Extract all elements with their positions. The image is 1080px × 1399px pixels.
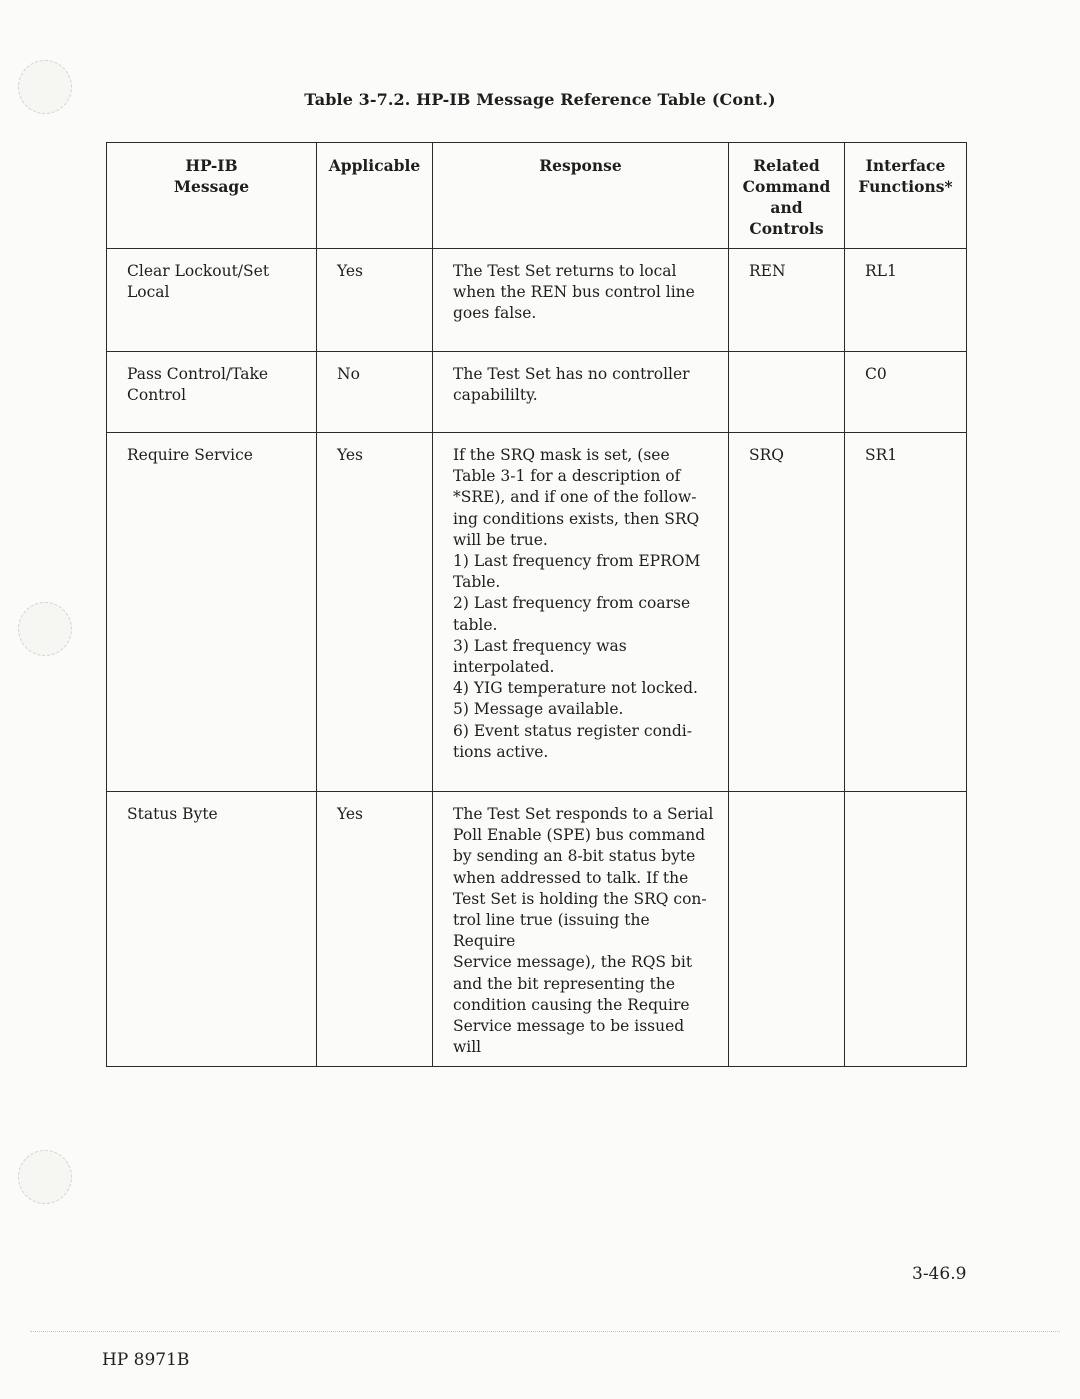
related-cell	[729, 792, 845, 1067]
related-cell	[729, 352, 845, 433]
applicable-cell: Yes	[317, 792, 433, 1067]
header-response: Response	[433, 143, 729, 249]
header-applicable: Applicable	[317, 143, 433, 249]
table-row	[107, 352, 967, 433]
response-cell: If the SRQ mask is set, (see Table 3-1 for a description of *SRE), and if one of the follow- ing conditions exists, then SRQ will be true. 1) Last frequency from EPROM Table. 2) Last frequency from coarse table. 3) Last frequency was interpolated. 4) YIG temperature not locked. 5) Message available. 6) Event status register condi- tions active.	[433, 433, 729, 792]
message-cell: Require Service	[107, 433, 317, 792]
interface-cell: C0	[845, 352, 967, 433]
response-cell: The Test Set has no controller capabililty.	[433, 352, 729, 433]
table-row	[107, 249, 967, 352]
header-interface-functions: Interface Functions*	[845, 143, 967, 249]
interface-cell: SR1	[845, 433, 967, 792]
table-header-row	[107, 143, 967, 249]
response-cell: The Test Set responds to a Serial Poll Enable (SPE) bus command by sending an 8-bit status byte when addressed to talk. If the Test Set is holding the SRQ con- trol line true (issuing the Require Service message), the RQS bit and the bit representing the condition causing the Require Service message to be issued will	[433, 792, 729, 1067]
response-cell: The Test Set returns to local when the REN bus control line goes false.	[433, 249, 729, 352]
related-cell: SRQ	[729, 433, 845, 792]
punch-hole-bottom	[18, 1150, 72, 1204]
interface-cell: RL1	[845, 249, 967, 352]
page-number: 3-46.9	[912, 1264, 967, 1284]
applicable-cell: Yes	[317, 249, 433, 352]
table-row	[107, 792, 967, 1067]
applicable-cell: No	[317, 352, 433, 433]
hpib-message-reference-table	[106, 142, 967, 1067]
footer-divider	[30, 1331, 1060, 1332]
table-title: Table 3-7.2. HP-IB Message Reference Table (Cont.)	[304, 90, 776, 109]
header-hpib-message: HP-IB Message	[107, 143, 317, 249]
message-cell: Pass Control/Take Control	[107, 352, 317, 433]
header-related-command: Related Command and Controls	[729, 143, 845, 249]
footer-model: HP 8971B	[102, 1350, 190, 1370]
related-cell: REN	[729, 249, 845, 352]
applicable-cell: Yes	[317, 433, 433, 792]
table-row	[107, 433, 967, 792]
message-cell: Clear Lockout/Set Local	[107, 249, 317, 352]
punch-hole-middle	[18, 602, 72, 656]
interface-cell	[845, 792, 967, 1067]
message-cell: Status Byte	[107, 792, 317, 1067]
